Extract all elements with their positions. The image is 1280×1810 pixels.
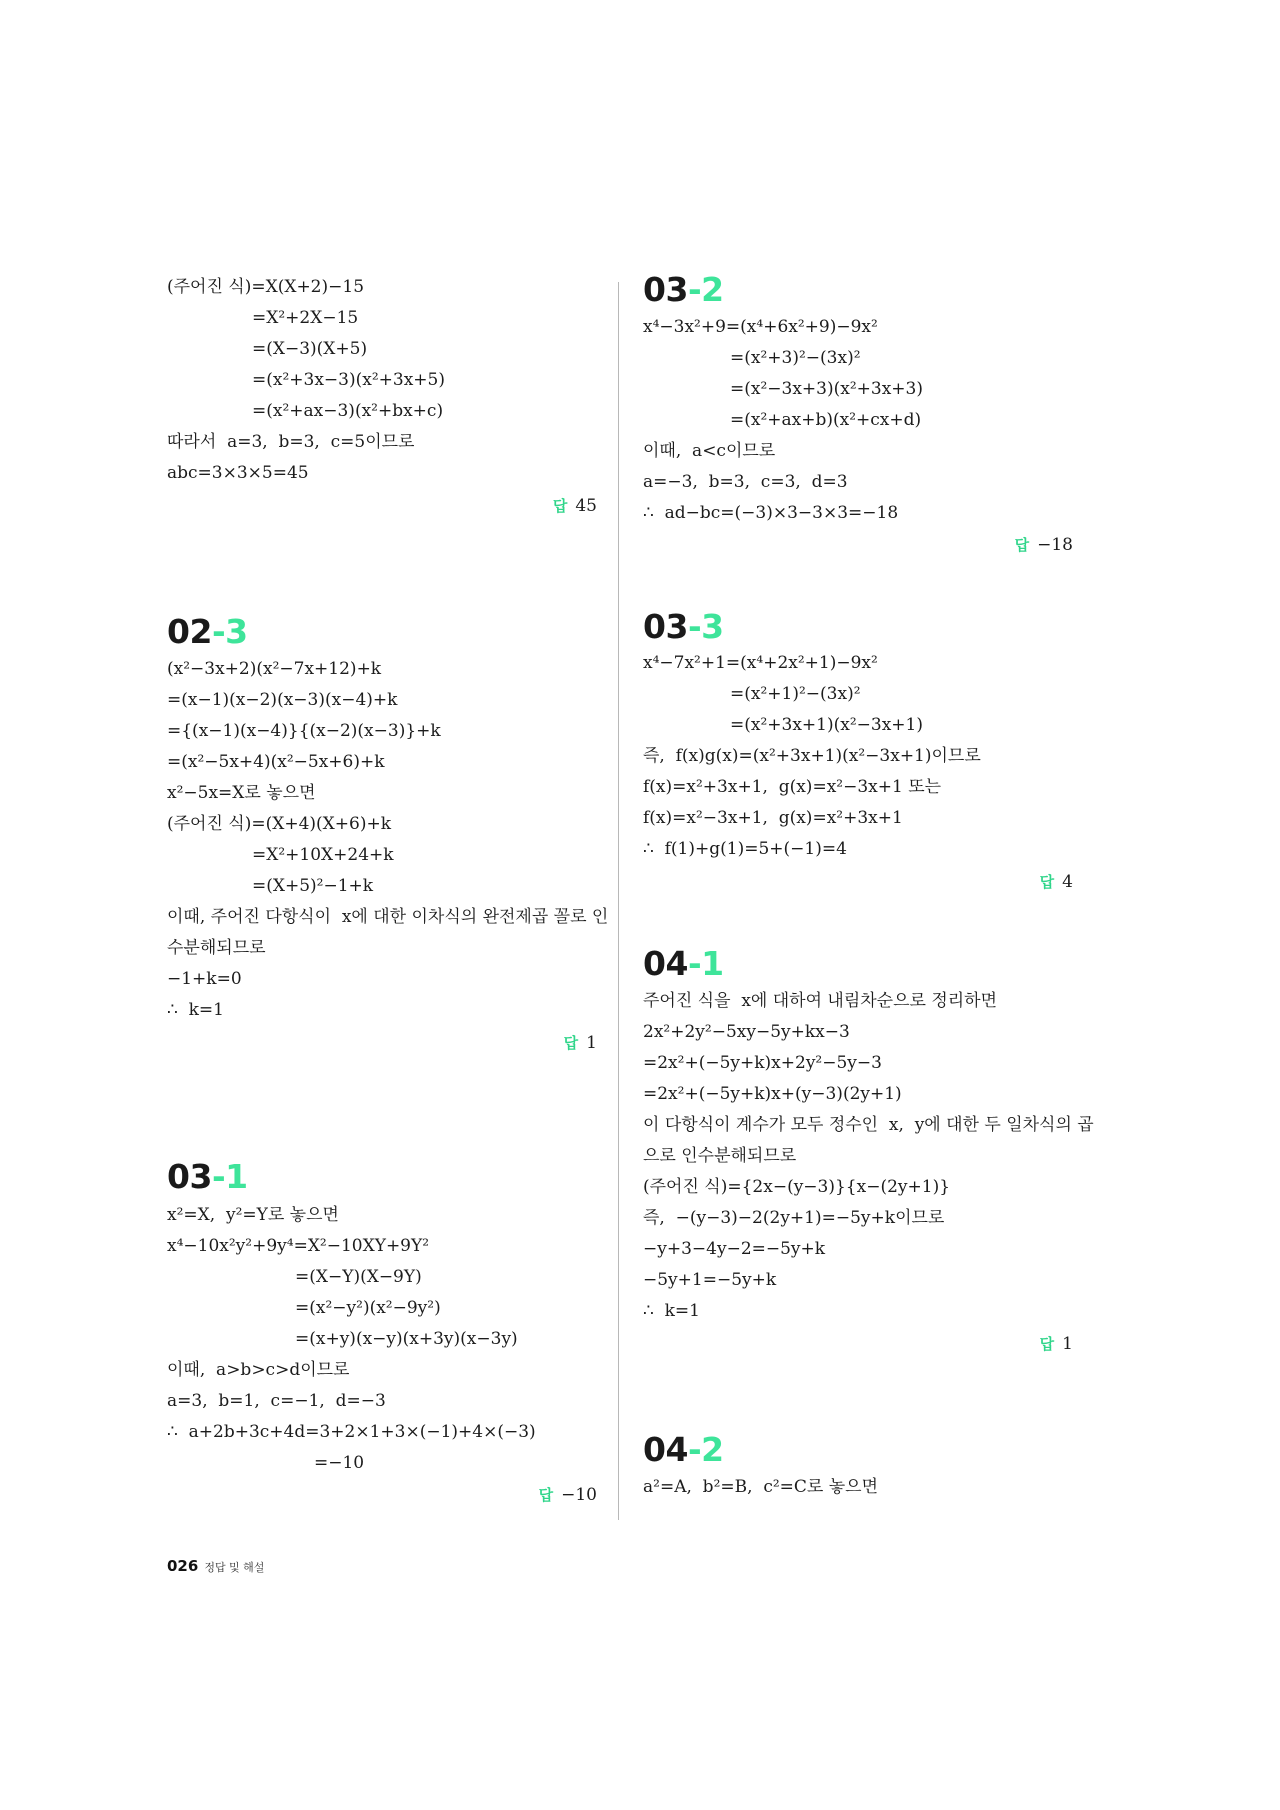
math-line: x⁴−10x²y²+9y⁴=X²−10XY+9Y² — [167, 1236, 430, 1256]
math-line: (x²−3x+2)(x²−7x+12)+k — [167, 659, 382, 679]
math-line: a²=A, b²=B, c²=C로 놓으면 — [643, 1477, 879, 1497]
math-line: x⁴−3x²+9=(x⁴+6x²+9)−9x² — [643, 317, 878, 337]
math-line: ={(x−1)(x−4)}{(x−2)(x−3)}+k — [167, 721, 441, 741]
page-number: 026 — [167, 1557, 199, 1575]
page-footer — [167, 1556, 264, 1575]
math-line: ∴ a+2b+3c+4d=3+2×1+3×(−1)+4×(−3) — [167, 1422, 536, 1442]
math-line: −5y+1=−5y+k — [643, 1270, 777, 1290]
math-line: =(x²+3)²−(3x)² — [730, 348, 861, 368]
math-line: 이때, a<c이므로 — [643, 441, 776, 461]
answer-label: 답 — [563, 1034, 579, 1052]
answer-line — [1040, 867, 1073, 898]
math-line: f(x)=x²+3x+1, g(x)=x²−3x+1 또는 — [643, 777, 942, 797]
answer-line — [539, 1480, 597, 1511]
problem-heading: 03-3 — [643, 607, 724, 646]
math-line: ∴ k=1 — [167, 1000, 224, 1020]
math-line: x²=X, y²=Y로 놓으면 — [167, 1205, 339, 1225]
math-line: =(X+5)²−1+k — [252, 876, 374, 896]
math-line: =(x²+ax−3)(x²+bx+c) — [252, 401, 444, 421]
math-line: =(x²−5x+4)(x²−5x+6)+k — [167, 752, 385, 772]
math-line: =−10 — [314, 1453, 365, 1473]
math-line: 수분해되므로 — [167, 938, 266, 958]
answer-line — [553, 491, 597, 522]
math-line: −1+k=0 — [167, 969, 242, 989]
math-line: (주어진 식)=(X+4)(X+6)+k — [167, 814, 392, 834]
problem-heading: 03-2 — [643, 270, 724, 309]
answer-label: 답 — [1014, 536, 1030, 554]
math-line: 즉, f(x)g(x)=(x²+3x+1)(x²−3x+1)이므로 — [643, 746, 981, 766]
math-line: =(x²+1)²−(3x)² — [730, 684, 861, 704]
math-line: x²−5x=X로 놓으면 — [167, 783, 316, 803]
math-line: ∴ f(1)+g(1)=5+(−1)=4 — [643, 839, 847, 859]
math-line: =(X−Y)(X−9Y) — [295, 1267, 422, 1287]
answer-label: 답 — [1039, 873, 1055, 891]
answer-value: −10 — [561, 1485, 597, 1505]
column-divider — [618, 282, 619, 1520]
math-line: =X²+10X+24+k — [252, 845, 394, 865]
answer-label: 답 — [552, 497, 568, 515]
math-line: 이때, 주어진 다항식이 x에 대한 이차식의 완전제곱 꼴로 인 — [167, 907, 609, 927]
math-line: x⁴−7x²+1=(x⁴+2x²+1)−9x² — [643, 653, 878, 673]
math-line: =(x+y)(x−y)(x+3y)(x−3y) — [295, 1329, 518, 1349]
answer-value: −18 — [1037, 535, 1073, 555]
math-line: 주어진 식을 x에 대하여 내림차순으로 정리하면 — [643, 991, 998, 1011]
answer-value: 1 — [1062, 1334, 1073, 1354]
problem-heading: 04-2 — [643, 1430, 724, 1469]
math-line: =2x²+(−5y+k)x+(y−3)(2y+1) — [643, 1084, 902, 1104]
answer-line — [1015, 530, 1073, 561]
math-line: abc=3×3×5=45 — [167, 463, 309, 483]
math-line: 2x²+2y²−5xy−5y+kx−3 — [643, 1022, 850, 1042]
problem-heading: 02-3 — [167, 612, 248, 651]
answer-value: 1 — [586, 1033, 597, 1053]
answer-line — [1040, 1329, 1073, 1360]
math-line: =(x²−3x+3)(x²+3x+3) — [730, 379, 923, 399]
math-line: ∴ k=1 — [643, 1301, 700, 1321]
math-line: =2x²+(−5y+k)x+2y²−5y−3 — [643, 1053, 882, 1073]
problem-heading: 04-1 — [643, 944, 724, 983]
problem-heading: 03-1 — [167, 1157, 248, 1196]
math-line: =(X−3)(X+5) — [252, 339, 368, 359]
answer-value: 45 — [575, 496, 597, 516]
math-line: 따라서 a=3, b=3, c=5이므로 — [167, 432, 415, 452]
math-line: =(x−1)(x−2)(x−3)(x−4)+k — [167, 690, 398, 710]
math-line: =(x²+3x+1)(x²−3x+1) — [730, 715, 923, 735]
math-line: =(x²−y²)(x²−9y²) — [295, 1298, 441, 1318]
math-line: ∴ ad−bc=(−3)×3−3×3=−18 — [643, 503, 899, 523]
math-line: a=3, b=1, c=−1, d=−3 — [167, 1391, 386, 1411]
answer-label: 답 — [1039, 1335, 1055, 1353]
math-line: 즉, −(y−3)−2(2y+1)=−5y+k이므로 — [643, 1208, 945, 1228]
answer-value: 4 — [1062, 872, 1073, 892]
math-line: (주어진 식)={2x−(y−3)}{x−(2y+1)} — [643, 1177, 951, 1197]
math-line: 이때, a>b>c>d이므로 — [167, 1360, 350, 1380]
math-line: =(x²+ax+b)(x²+cx+d) — [730, 410, 922, 430]
math-line: 으로 인수분해되므로 — [643, 1146, 797, 1166]
math-line: (주어진 식)=X(X+2)−15 — [167, 277, 365, 297]
math-line: a=−3, b=3, c=3, d=3 — [643, 472, 848, 492]
math-line: 이 다항식이 계수가 모두 정수인 x, y에 대한 두 일차식의 곱 — [643, 1115, 1094, 1135]
math-line: f(x)=x²−3x+1, g(x)=x²+3x+1 — [643, 808, 903, 828]
answer-line — [564, 1028, 597, 1059]
answer-label: 답 — [538, 1486, 554, 1504]
math-line: =(x²+3x−3)(x²+3x+5) — [252, 370, 445, 390]
math-line: −y+3−4y−2=−5y+k — [643, 1239, 826, 1259]
footer-label: 정답 및 해설 — [204, 1561, 265, 1574]
math-line: =X²+2X−15 — [252, 308, 359, 328]
